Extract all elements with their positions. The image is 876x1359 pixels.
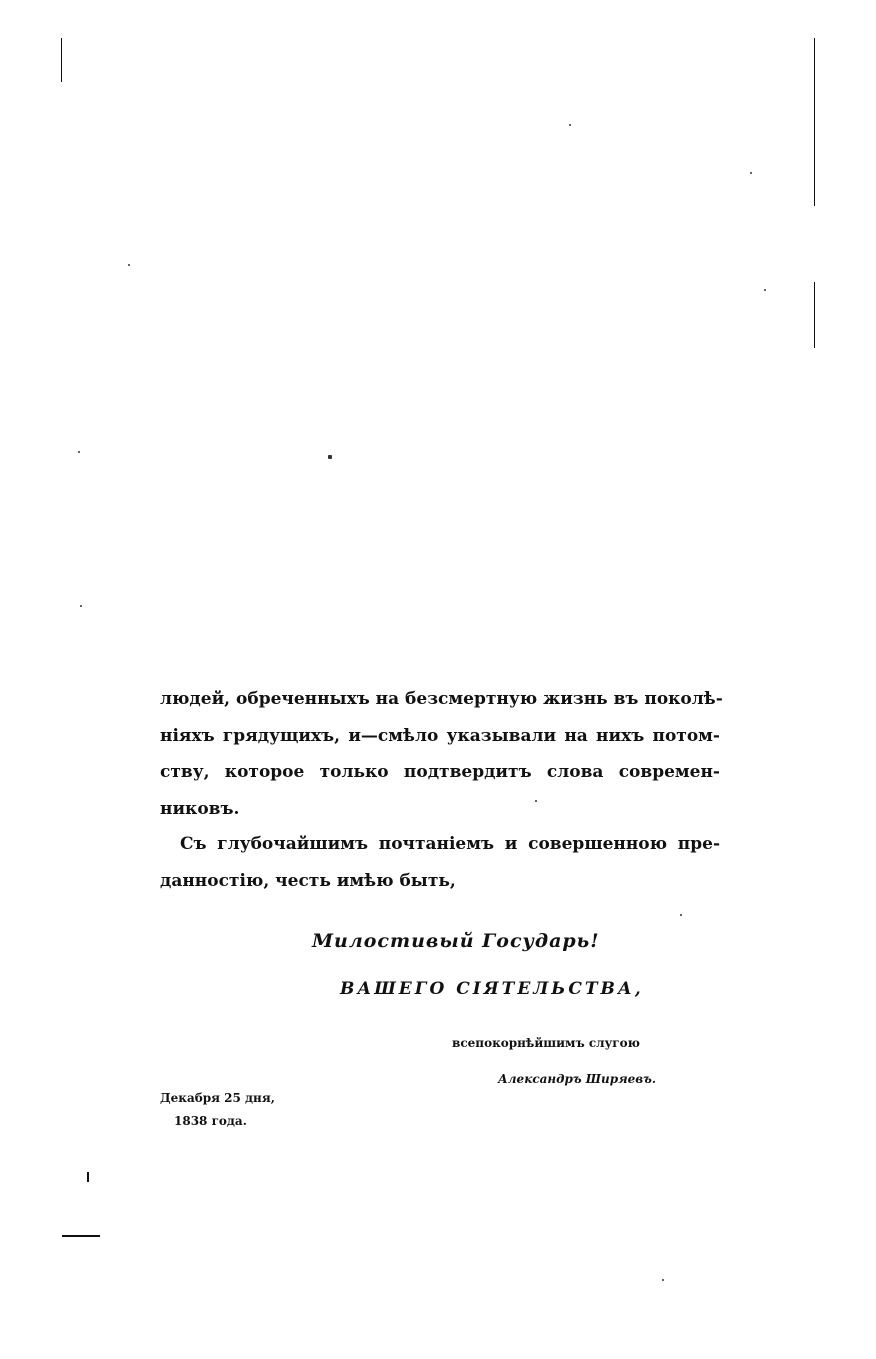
body-line-1: людей, обреченныхъ на безсмертную жизнь въ поколѣ- xyxy=(160,689,723,709)
body-line-2: ніяхъ грядущихъ, и—смѣло указывали на нихъ потом- xyxy=(160,726,720,746)
scan-speck xyxy=(680,914,682,916)
scan-speck xyxy=(78,451,80,453)
scan-speck xyxy=(128,264,130,266)
date-line-2: 1838 года. xyxy=(174,1114,247,1128)
title-line: ВАШЕГО СІЯТЕЛЬСТВА, xyxy=(340,979,644,999)
scan-line-left xyxy=(61,38,62,82)
date-line-1: Декабря 25 дня, xyxy=(160,1091,275,1105)
scan-line-right-mid xyxy=(814,282,815,348)
scan-speck xyxy=(535,800,537,802)
signature: Александръ Ширяевъ. xyxy=(498,1072,657,1086)
scan-line-right-top xyxy=(814,38,815,206)
closing-line-2: данностію, честь имѣю быть, xyxy=(160,871,456,891)
body-line-4: никовъ. xyxy=(160,799,240,819)
servant-line: всепокорнѣйшимъ слугою xyxy=(452,1036,640,1050)
scan-speck xyxy=(328,455,332,459)
scan-bar-bottom-left xyxy=(62,1235,100,1237)
scan-speck xyxy=(764,289,766,291)
scan-speck xyxy=(569,124,571,126)
closing-line-1: Съ глубочайшимъ почтаніемъ и совершенною пре- xyxy=(180,834,720,854)
scan-speck xyxy=(750,172,752,174)
scan-speck xyxy=(80,605,82,607)
scan-tick-bottom-left xyxy=(87,1172,89,1182)
body-line-3: ству, которое только подтвердитъ слова современ- xyxy=(160,762,720,782)
scan-speck xyxy=(662,1279,664,1281)
salutation: Милостивый Государь! xyxy=(312,930,600,952)
